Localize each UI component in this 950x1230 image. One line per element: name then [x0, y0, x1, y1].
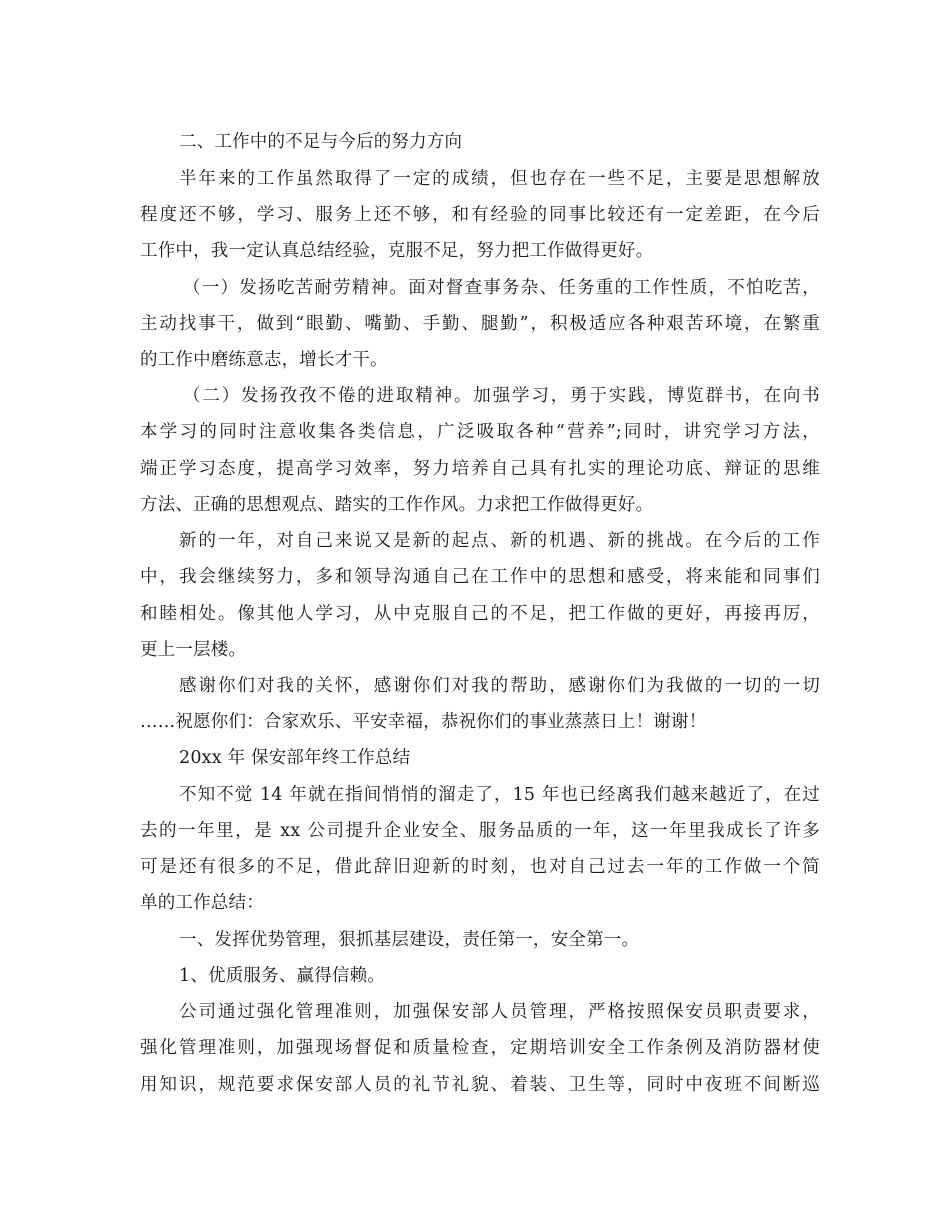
paragraph-line: 用知识，规范要求保安部人员的礼节礼貌、着装、卫生等，同时中夜班不间断巡 — [140, 1075, 820, 1095]
section-heading: 二、工作中的不足与今后的努力方向 — [179, 132, 463, 152]
paragraph-line: 新的一年，对自己来说又是新的起点、新的机遇、新的挑战。在今后的工作 — [179, 531, 820, 551]
paragraph-line: 感谢你们对我的关怀，感谢你们对我的帮助，感谢你们为我做的一切的一切 — [179, 676, 820, 696]
paragraph-line: 更上一层楼。 — [140, 640, 247, 660]
paragraph-line: 单的工作总结： — [140, 893, 264, 913]
paragraph-line: 公司通过强化管理准则，加强保安部人员管理，严格按照保安员职责要求， — [179, 1002, 820, 1022]
paragraph-line: 本学习的同时注意收集各类信息，广泛吸取各种“营养”;同时，讲究学习方法， — [140, 422, 820, 442]
paragraph-line: 半年来的工作虽然取得了一定的成绩，但也存在一些不足，主要是思想解放 — [179, 169, 820, 189]
paragraph-line: （一）发扬吃苦耐劳精神。面对督查事务杂、任务重的工作性质，不怕吃苦， — [183, 278, 820, 298]
subsection-heading: 1、优质服务、赢得信赖。 — [179, 966, 386, 986]
paragraph-line: ……祝愿你们：合家欢乐、平安幸福，恭祝你们的事业蒸蒸日上！谢谢！ — [140, 712, 707, 732]
paragraph-line: 端正学习态度，提高学习效率，努力培养自己具有扎实的理论功底、辩证的思维 — [140, 459, 820, 479]
paragraph-line: 去的一年里，是 xx 公司提升企业安全、服务品质的一年，这一年里我成长了许多 — [140, 821, 820, 841]
paragraph-line: （二）发扬孜孜不倦的进取精神。加强学习，勇于实践，博览群书，在向书 — [183, 386, 820, 406]
paragraph-line: 中，我会继续努力，多和领导沟通自己在工作中的思想和感受，将来能和同事们 — [140, 567, 820, 587]
section-heading: 20xx 年 保安部年终工作总结 — [179, 748, 411, 768]
paragraph-line: 主动找事干，做到“眼勤、嘴勤、手勤、腿勤”，积极适应各种艰苦环境，在繁重 — [140, 314, 820, 334]
paragraph-line: 和睦相处。像其他人学习，从中克服自己的不足，把工作做的更好，再接再厉， — [140, 604, 820, 624]
paragraph-line: 方法、正确的思想观点、踏实的工作作风。力求把工作做得更好。 — [140, 495, 654, 515]
paragraph-line: 的工作中磨练意志，增长才干。 — [140, 350, 388, 370]
paragraph-line: 不知不觉 14 年就在指间悄悄的溜走了，15 年也已经离我们越来越近了，在过 — [179, 785, 820, 805]
paragraph-line: 强化管理准则，加强现场督促和质量检查，定期培训安全工作条例及消防器材使 — [140, 1038, 820, 1058]
paragraph-line: 可是还有很多的不足，借此辞旧迎新的时刻，也对自己过去一年的工作做一个简 — [140, 857, 820, 877]
paragraph-line: 程度还不够，学习、服务上还不够，和有经验的同事比较还有一定差距，在今后 — [140, 205, 820, 225]
section-heading: 一、发挥优势管理，狠抓基层建设，责任第一，安全第一。 — [179, 930, 640, 950]
paragraph-line: 工作中，我一定认真总结经验，克服不足，努力把工作做得更好。 — [140, 241, 654, 261]
